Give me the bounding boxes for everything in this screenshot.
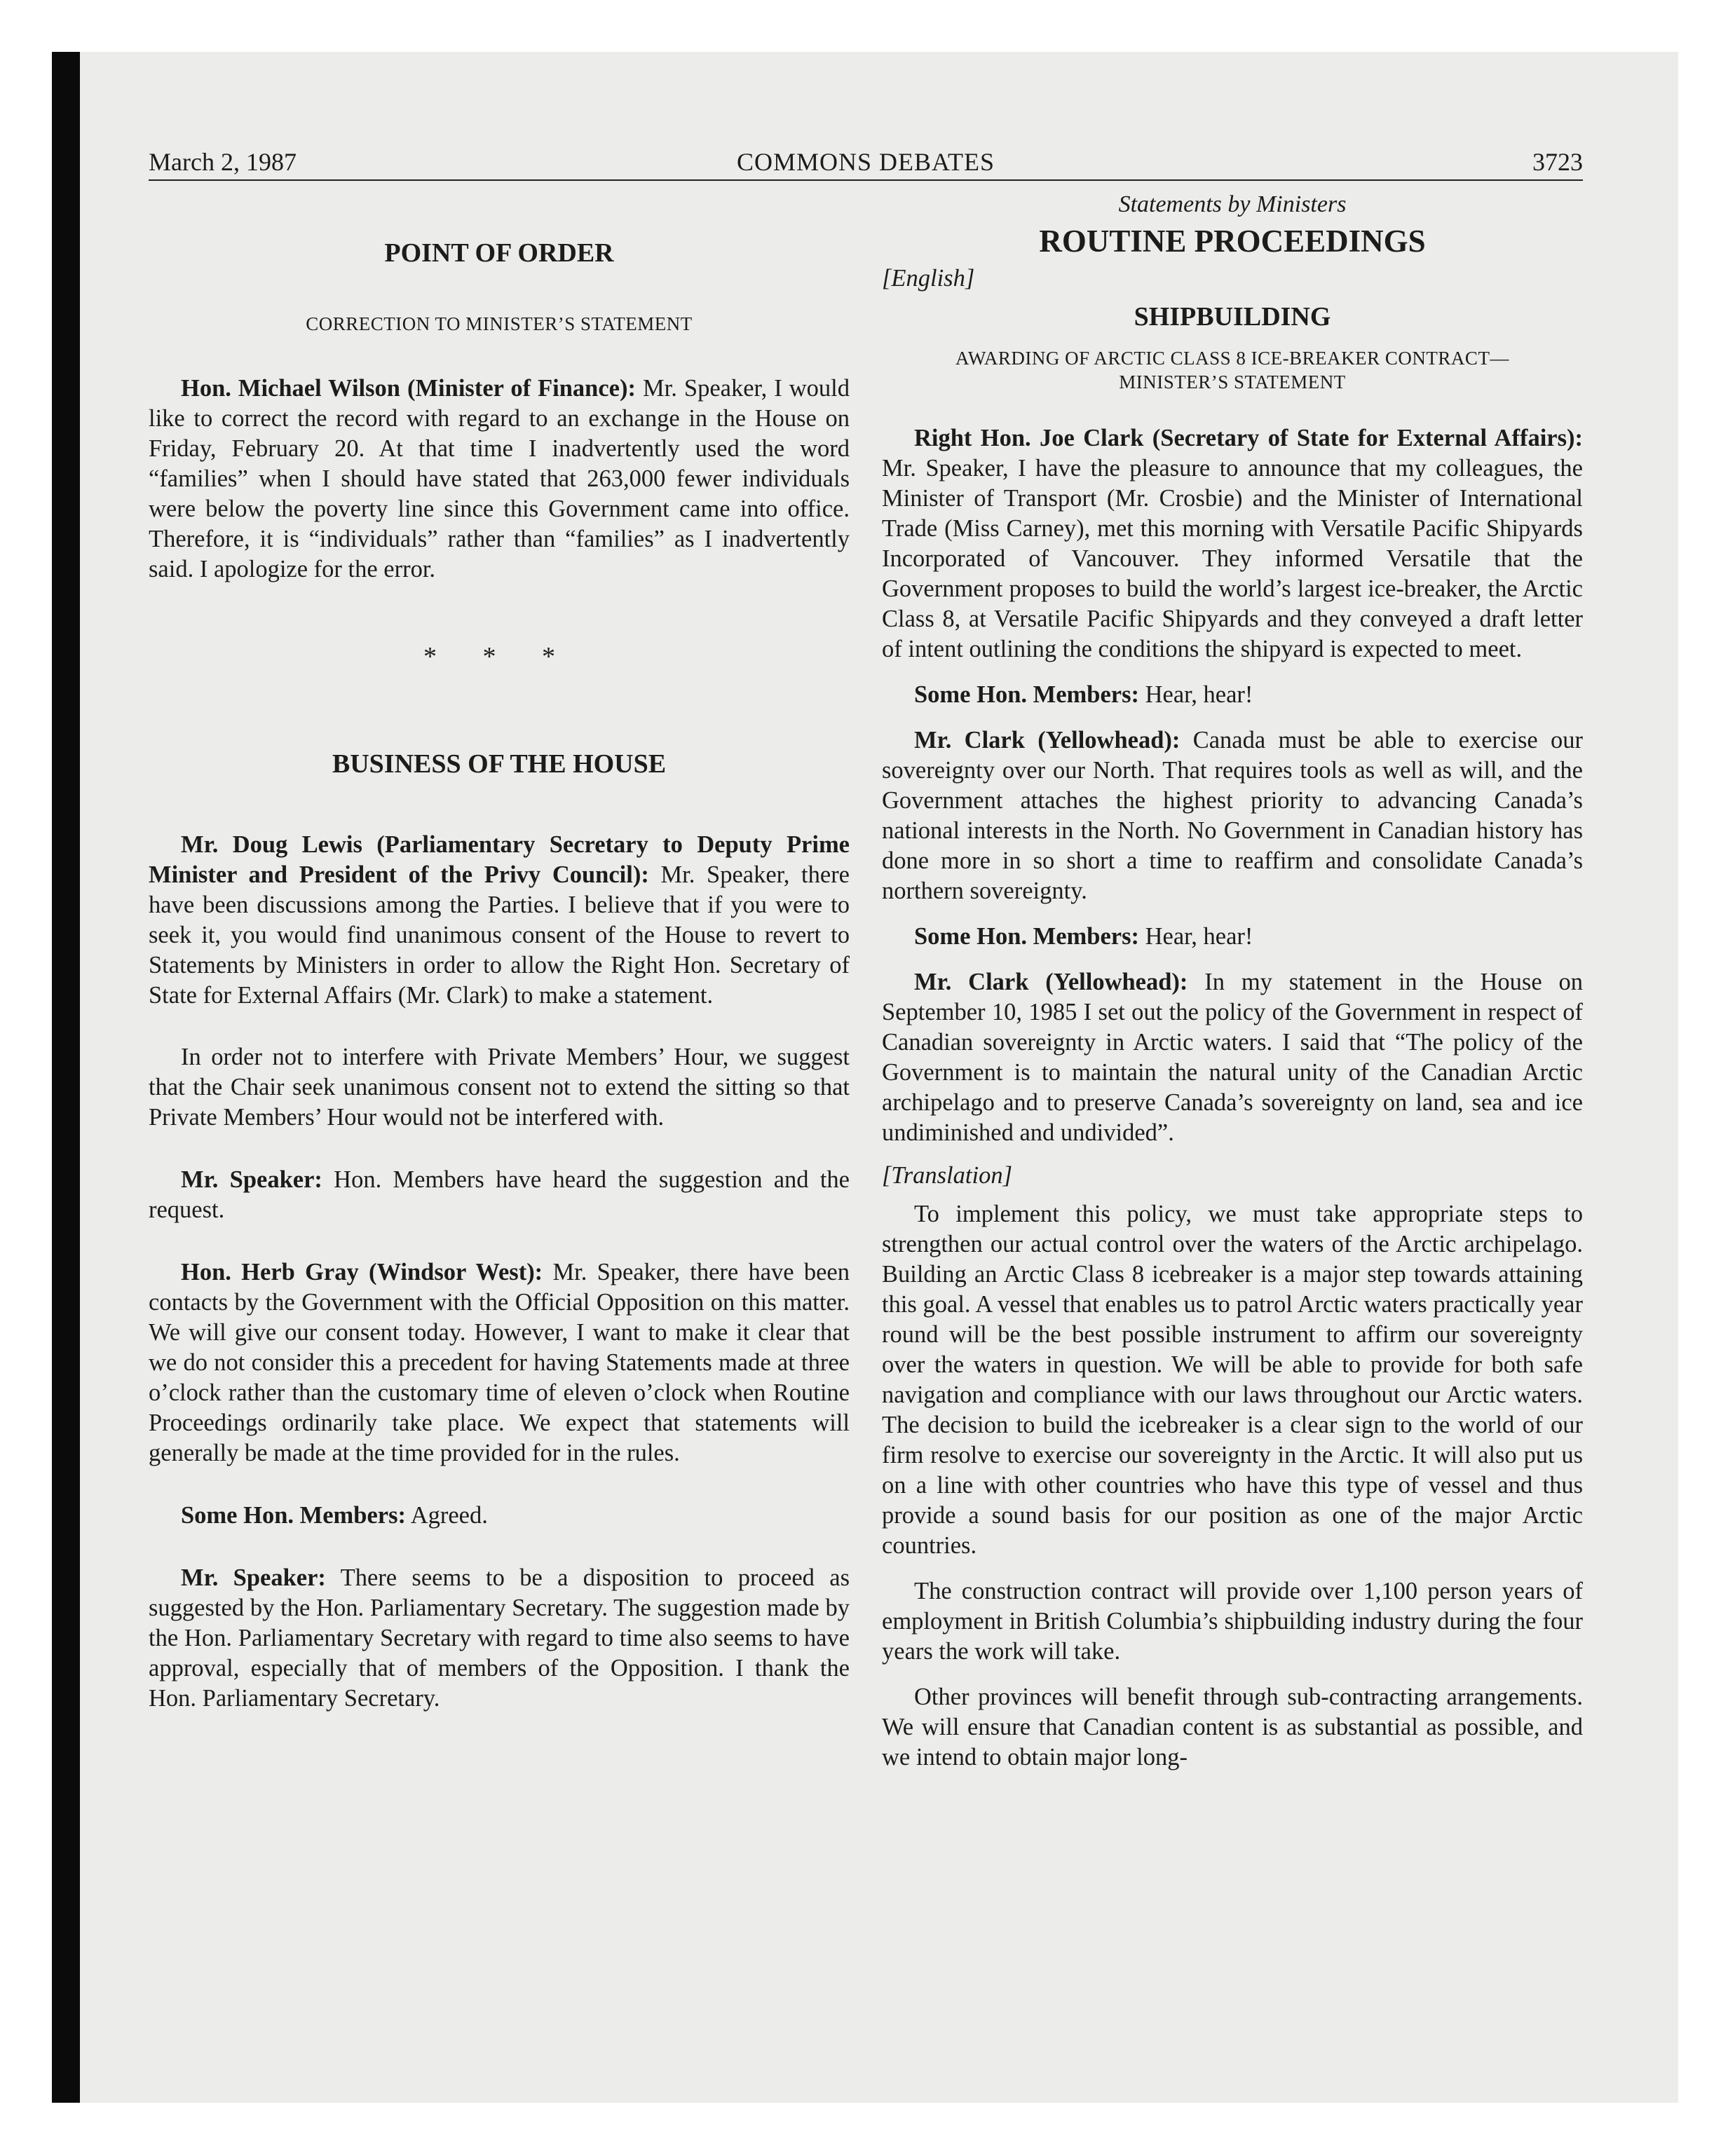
section-label: Statements by Ministers: [1118, 191, 1347, 217]
point-of-order-subheading: CORRECTION TO MINISTER’S STATEMENT: [306, 313, 693, 334]
header-date: March 2, 1987: [149, 148, 297, 176]
paragraph-text: Agreed.: [405, 1502, 488, 1529]
paragraph-text: Mr. Speaker, there have been contacts by the Government with the Official Opposition on this matter. We will give our consent today. However, I want to make it clear that we do not consider this a precedent for having Statements made at three o’clock rather than the customary time of eleven o’clock when Routine Proceedings ordinarily take place. We expect that statements will generally be made at the time provided for in the rules.: [149, 1259, 850, 1466]
paragraph: The construction contract will provide over 1,100 person years of employment in British Columbia’s shipbuilding industry during the four years the work will take.: [882, 1578, 1583, 1665]
contract-subheading-line2: MINISTER’S STATEMENT: [1119, 371, 1346, 393]
paragraph: Other provinces will benefit through sub-contracting arrangements. We will ensure that Canadian content is as substantial as possible, and we intend to obtain major long-: [882, 1684, 1583, 1770]
paragraph: [882, 725, 1583, 906]
paragraph: [882, 922, 1583, 952]
speaker-name: Some Hon. Members:: [914, 681, 1139, 708]
paragraph: [149, 1165, 850, 1225]
paragraph: [149, 374, 850, 585]
paragraph-text: Hear, hear!: [1138, 923, 1253, 950]
paragraph: [149, 1501, 850, 1531]
paragraph: [149, 1563, 850, 1714]
speaker-name: Mr. Speaker:: [181, 1564, 326, 1591]
paragraph: [149, 830, 850, 1011]
paragraph-text: Mr. Speaker, I have the pleasure to announce that my colleagues, the Minister of Transport (Mr. Crosbie) and the Minister of International Trade (Miss Carney), met this morning with Versatile Pacific Shipyards Incorporated of Vancouver. They informed Versatile that the Government proposes to build the world’s largest ice-breaker, the Arctic Class 8, at Versatile Pacific Shipyards and they conveyed a draft letter of intent outlining the conditions the shipyard is expected to meet.: [882, 455, 1583, 662]
paragraph: In order not to interfere with Private Members’ Hour, we suggest that the Chair seek unanimous consent not to extend the sitting so that Private Members’ Hour would not be interfered with.: [149, 1044, 850, 1131]
language-translation: [Translation]: [882, 1162, 1012, 1189]
section-separator: * * *: [423, 642, 575, 671]
point-of-order-heading: POINT OF ORDER: [384, 238, 614, 268]
business-heading: BUSINESS OF THE HOUSE: [332, 749, 667, 779]
paragraph-text: There seems to be a disposition to proceed as suggested by the Hon. Parliamentary Secretary. The suggestion made by the Hon. Parliamentary Secretary with regard to time also seems to have approval, especially that of members of the Opposition. I thank the Hon. Parliamentary Secretary.: [149, 1564, 850, 1712]
left-column: [149, 189, 850, 1714]
speaker-name: Mr. Clark (Yellowhead):: [914, 727, 1181, 753]
header-page-number: 3723: [1532, 148, 1583, 176]
speaker-name: Mr. Doug Lewis (Parliamentary Secretary to Deputy Prime Minister and President of the Privy Council):: [149, 831, 850, 888]
speaker-name: Mr. Speaker:: [181, 1166, 322, 1193]
speaker-name: Hon. Michael Wilson (Minister of Finance):: [181, 375, 636, 402]
shipbuilding-heading: SHIPBUILDING: [1134, 302, 1331, 332]
paragraph-text: In my statement in the House on September 10, 1985 I set out the policy of the Government in respect of Canadian sovereignty in Arctic waters. I said that “The policy of the Government is to maintain the natural unity of the Canadian Arctic archipelago and to preserve Canada’s sovereignty on land, sea and ice undiminished and undivided”.: [882, 969, 1583, 1146]
paragraph-text: Canada must be able to exercise our sovereignty over our North. That requires tools as well as will, and the Government attaches the highest priority to advancing Canada’s national interests in the North. No Government in Canadian history has done more in so short a time to reaffirm and consolidate Canada’s northern sovereignty.: [882, 727, 1583, 904]
paragraph: [882, 967, 1583, 1148]
paragraph: To implement this policy, we must take appropriate steps to strengthen our actual control over the waters of the Arctic archipelago. Building an Arctic Class 8 icebreaker is a major step towards attaining this goal. A vessel that enables us to patrol Arctic waters practically year round will be the best possible instrument to affirm our sovereignty over the waters in question. We will be able to provide for both safe navigation and compliance with our laws throughout our Arctic waters. The decision to build the icebreaker is a clear sign to the world of our firm resolve to exercise our sovereignty in the Arctic. It will also put us on a line with other countries who have this type of vessel and thus provide a sound basis for our position as one of the major Arctic countries.: [882, 1201, 1583, 1559]
paragraph-text: Mr. Speaker, there have been discussions among the Parties. I believe that if you were to seek it, you would find unanimous consent of the House to revert to Statements by Ministers in order to allow the Right Hon. Secretary of State for External Affairs (Mr. Clark) to make a statement.: [149, 861, 850, 1009]
speaker-name: Hon. Herb Gray (Windsor West):: [181, 1259, 543, 1285]
contract-subheading-line1: AWARDING OF ARCTIC CLASS 8 ICE-BREAKER CONTRACT—: [955, 348, 1509, 369]
paragraph-text: Mr. Speaker, I would like to correct the record with regard to an exchange in the House on Friday, February 20. At that time I inadvertently used the word “families” when I should have stated that 263,000 fewer individuals were below the poverty line since this Government came into office. Therefore, it is “individuals” rather than “families” as I inadvertently said. I apologize for the error.: [149, 375, 850, 582]
routine-proceedings-heading: ROUTINE PROCEEDINGS: [1039, 224, 1426, 259]
binding-edge: [52, 52, 80, 2103]
paragraph: [882, 680, 1583, 710]
speaker-name: Some Hon. Members:: [914, 923, 1139, 950]
speaker-name: Right Hon. Joe Clark (Secretary of State for External Affairs):: [914, 425, 1583, 451]
speaker-name: Mr. Clark (Yellowhead):: [914, 969, 1188, 995]
paragraph-text: Hon. Members have heard the suggestion and the request.: [149, 1166, 850, 1223]
right-column: [882, 189, 1583, 1773]
paragraph-text: Hear, hear!: [1138, 681, 1253, 708]
page-header: [149, 144, 1583, 181]
paragraph: [882, 423, 1583, 664]
speaker-name: Some Hon. Members:: [181, 1502, 406, 1529]
header-title: COMMONS DEBATES: [736, 148, 995, 176]
paragraph: [149, 1257, 850, 1468]
language-english: [English]: [882, 265, 975, 292]
